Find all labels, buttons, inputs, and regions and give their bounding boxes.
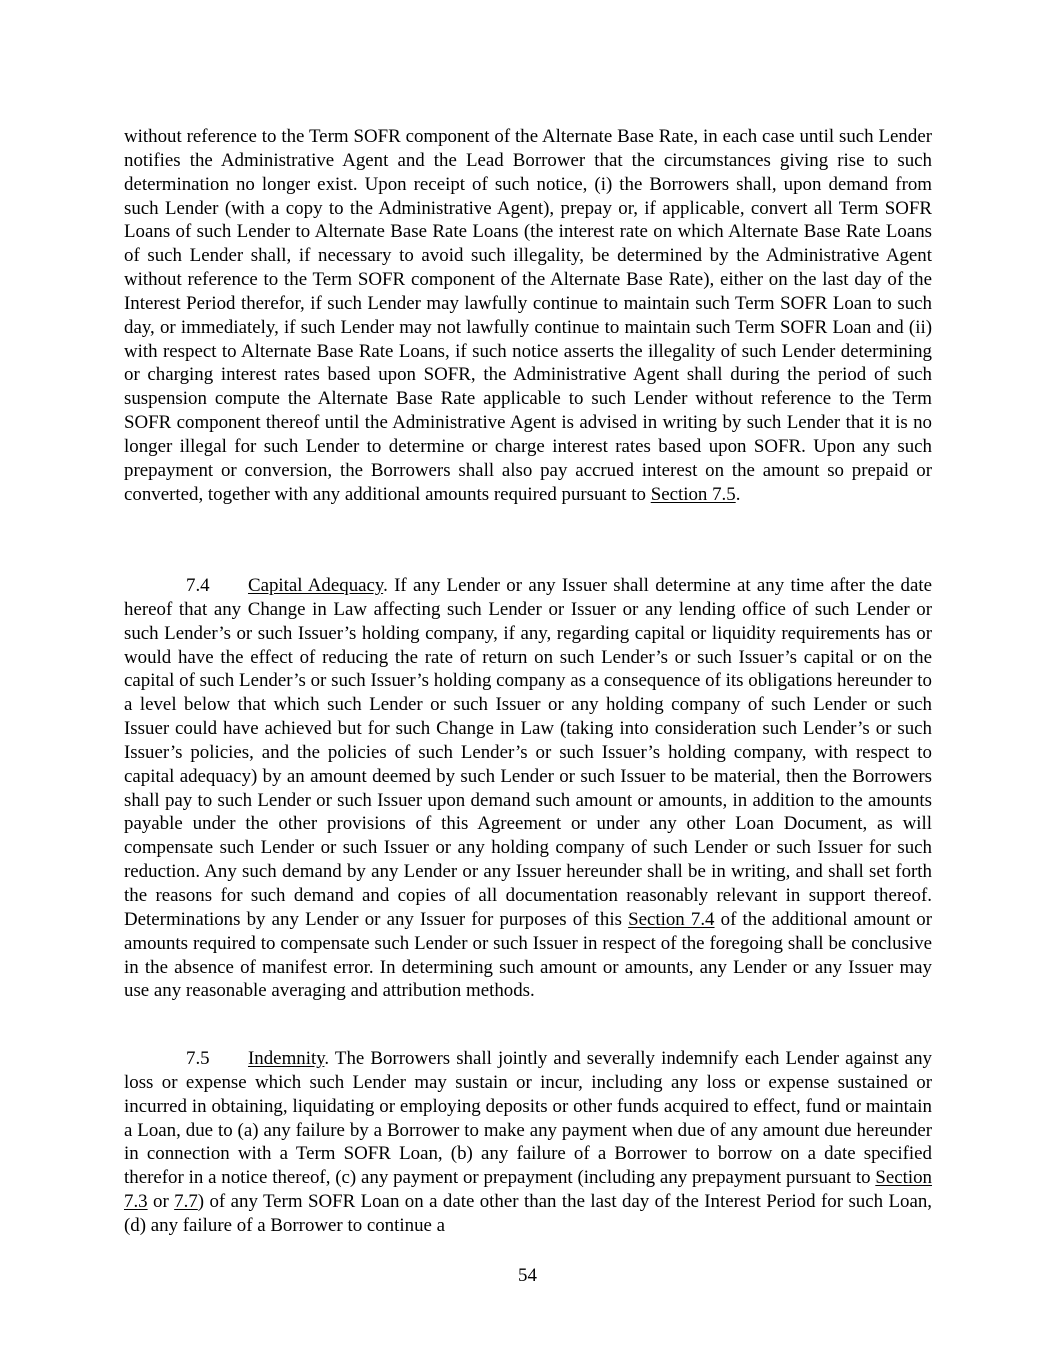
paragraph-text: of the additional amount or amounts required to compensate such Lender or such Issuer in respect of the foregoing shall be conclusive in the absence of manifest error. In determining such amount or amounts, any Lender or any Issuer may use any reasonable averaging and attribution methods.: [124, 908, 933, 1002]
section-7-5-paragraph: [124, 1047, 932, 1238]
cross-reference-section-7-3: Section 7.3: [124, 1167, 932, 1213]
paragraph-text: or: [147, 1191, 175, 1213]
section-number: 7.4: [186, 575, 210, 596]
section-heading: Indemnity: [248, 1048, 325, 1069]
section-7-4-paragraph: [124, 574, 932, 1003]
paragraph-text: . The Borrowers shall jointly and severally indemnify each Lender against any loss or expense which such Lender may sustain or incur, including any loss or expense sustained or incurred in obtaining, liquidating or employing deposits or other funds acquired to effect, fund or maintain a Loan, due to (a) any failure by a Borrower to make any payment when due of any amount due hereunder in connection with a Term SOFR Loan, (b) any failure of a Borrower to borrow on a date specified therefor in a notice thereof, (c) any payment or prepayment (including any prepayment pursuant to: [124, 1048, 932, 1189]
section-heading: Capital Adequacy: [248, 575, 384, 596]
cross-reference-section-7-4: Section 7.4: [628, 908, 715, 930]
paragraph-text: .: [735, 483, 741, 505]
paragraph-text: . If any Lender or any Issuer shall determine at any time after the date hereof that any Change in Law affecting such Lender or Issuer or any lending office of such Lender or such Lender’s or such Issuer’s holding company, if any, regarding capital or liquidity requirements has or would have the effect of reducing the rate of return on such Lender’s or such Issuer’s capital or on the capital of such Lender’s or such Issuer’s holding company as a consequence of its obligations hereunder to a level below that which such Lender or such Issuer or any holding company of such Lender or such Issuer could have achieved but for such Change in Law (taking into consideration such Lender’s or such Issuer’s policies, and the policies of such Lender’s or such Issuer’s holding company, with respect to capital adequacy) by an amount deemed by such Lender or such Issuer to be material, then the Borrowers shall pay to such Lender or such Issuer upon demand such amount or amounts, in addition to the amounts payable under the other provisions of this Agreement or under any other Loan Document, as will compensate such Lender or such Issuer or any holding company of such Lender or such Issuer for such reduction. Any such demand by any Lender or any Issuer hereunder shall be in writing, and shall set forth the reasons for such demand and copies of all documentation reasonably relevant in support thereof. Determinations by any Lender or any Issuer for purposes of this: [124, 575, 932, 930]
paragraph-continuation: [124, 125, 932, 507]
paragraph-text: without reference to the Term SOFR component of the Alternate Base Rate, in each case until such Lender notifies the Administrative Agent and the Lead Borrower that the circumstances giving rise to such determination no longer exist. Upon receipt of such notice, (i) the Borrowers shall, upon demand from such Lender (with a copy to the Administrative Agent), prepay or, if applicable, convert all Term SOFR Loans of such Lender to Alternate Base Rate Loans (the interest rate on which Alternate Base Rate Loans of such Lender shall, if necessary to avoid such illegality, be determined by the Administrative Agent without reference to the Term SOFR component of the Alternate Base Rate), either on the last day of the Interest Period therefor, if such Lender may lawfully continue to maintain such Term SOFR Loan to such day, or immediately, if such Lender may not lawfully continue to maintain such Term SOFR Loan and (ii) with respect to Alternate Base Rate Loans, if such notice asserts the illegality of such Lender determining or charging interest rates based upon SOFR, the Administrative Agent shall during the period of such suspension compute the Alternate Base Rate applicable to such Lender without reference to the Term SOFR component thereof until the Administrative Agent is advised in writing by such Lender that it is no longer illegal for such Lender to determine or charge interest rates based upon SOFR. Upon any such prepayment or conversion, the Borrowers shall also pay accrued interest on the amount so prepaid or converted, together with any additional amounts required pursuant to: [124, 126, 932, 505]
paragraph-text: ) of any Term SOFR Loan on a date other than the last day of the Interest Period for such Loan, (d) any failure of a Borrower to continue a: [124, 1191, 933, 1236]
cross-reference-section-7-5: Section 7.5: [650, 483, 736, 505]
cross-reference-7-7: 7.7: [174, 1191, 198, 1213]
section-number: 7.5: [186, 1048, 210, 1069]
page-number: 54: [518, 1265, 537, 1286]
